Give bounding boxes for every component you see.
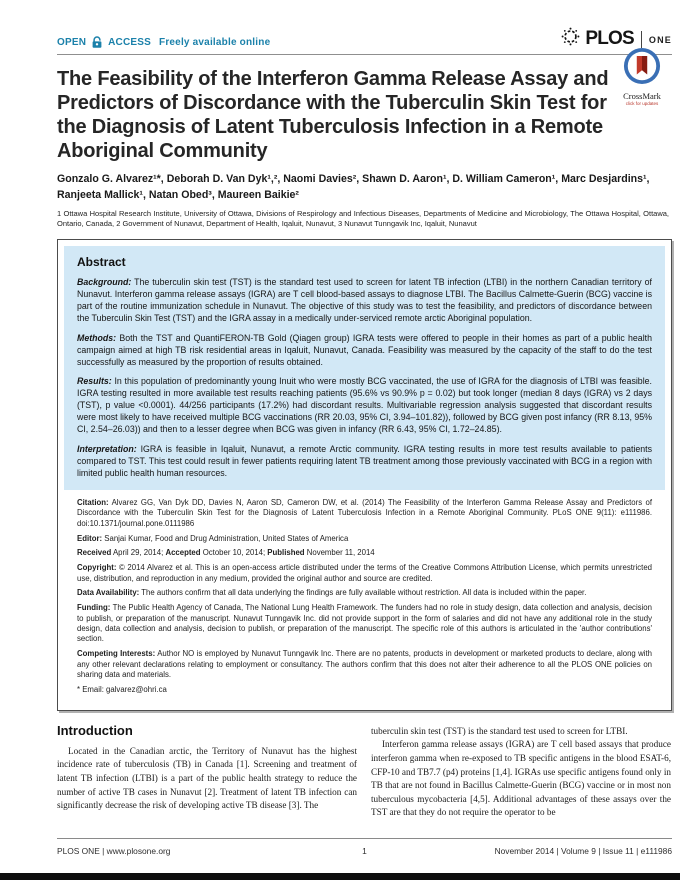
competing-interests-label: Competing Interests: [77, 649, 156, 659]
accepted-date: October 10, 2014; [200, 548, 268, 558]
plos-logo-divider [641, 31, 642, 48]
abstract-methods-paragraph [77, 332, 652, 368]
funding-line [77, 603, 652, 644]
affiliations: 1 Ottawa Hospital Research Institute, University of Ottawa, Divisions of Respirology and Infectious Diseases, Departments of Medicine and Microbiology, The Ottawa Hospital, Ottawa, Ontario, Canada, 2 Government of Nunavut, Department of Health, Iqaluit, Nunavut, 3 Nunavut Tunngavik Inc, Iqaluit, Nunavut [57, 208, 669, 229]
journal-header [57, 0, 672, 51]
viewport-bottom-edge [0, 873, 680, 880]
abstract-interpretation-label: Interpretation: [77, 443, 137, 454]
crossmark-badge[interactable] [614, 47, 670, 106]
introduction-right-column [371, 725, 671, 820]
accepted-label: Accepted [165, 548, 201, 558]
published-date: November 11, 2014 [304, 548, 375, 558]
abstract-methods-label: Methods: [77, 332, 117, 343]
introduction-section [57, 723, 672, 820]
plos-logo-icon [561, 27, 580, 51]
open-access-open-label: OPEN [57, 37, 87, 48]
abstract-results-text: In this population of predominantly young Inuit who were mostly BCG vaccinated, the use of IGRA for the diagnosis of LTBI was feasible. IGRA testing resulted in more available test results reaching patients (95.6% vs 90.9% p = 0.02) but took longer (median 8 days (IGRA) vs 2 days (TST), p value <0.0001). 44/256 participants (17.2%) had discordant results. Multivariable regression analysis suggested that discordant results were most likely to have received multiple BCG vaccinations (RR 20.03, 95% CI, 3.94–101.82)), followed by BCG given post infancy (RR 8.13, 95% CI, 2.54–26.03)) and then to a lesser degree when BCG was given in infancy (RR 6.43, 95% CI, 1.72–24.85). [77, 375, 652, 435]
introduction-paragraph-2: Interferon gamma release assays (IGRA) are T cell based assays that produce interferon gamma when re-exposed to TB specific antigens in the blood ESAT-6, CFP-10 and TB7.7 (p4) proteins [1,4]. IGRAs use specific antigens found only in TB that are not found in Bacillus Calmette-Guerin (BCG) vaccine or in most non tuberculous mycobacteria [4,5]. Additional advantages of these assays over the TST are that they do not require the operator to be [371, 739, 671, 818]
open-access-banner [57, 36, 270, 51]
crossmark-sub-label: click for updates [625, 101, 659, 106]
crossmark-label: CrossMark [623, 91, 661, 101]
abstract-interpretation-paragraph [77, 443, 652, 479]
corresponding-email: * Email: galvarez@ohri.ca [77, 684, 167, 694]
footer-divider [57, 838, 672, 839]
open-lock-icon [91, 36, 103, 49]
abstract-results-label: Results: [77, 375, 112, 386]
plos-journal-name: PLOS [585, 28, 634, 49]
introduction-paragraph-1-continued: tuberculin skin test (TST) is the standard test used to screen for LTBI. [371, 725, 628, 736]
introduction-heading: Introduction [57, 722, 133, 738]
competing-interests-line [77, 649, 652, 680]
copyright-label: Copyright: [77, 563, 117, 573]
abstract-background-paragraph [77, 276, 652, 325]
editor-line [77, 534, 652, 544]
dates-line [77, 548, 652, 558]
footer-journal-url: PLOS ONE | www.plosone.org [57, 846, 171, 856]
footer-page-number: 1 [362, 846, 367, 856]
crossmark-icon [623, 72, 661, 89]
copyright-line [77, 563, 652, 584]
abstract-methods-text: Both the TST and QuantiFERON-TB Gold (Qiagen group) IGRA tests were offered to people in their homes as part of a public health campaign aimed at high TB risk residential areas in Iqaluit, Nunavut, Canada. Feasibility was measured by the capacity of the staff to do the test successfully as measured by the proportion of results obtained. [77, 332, 652, 367]
received-label: Received [77, 548, 112, 558]
funding-label: Funding: [77, 603, 111, 613]
footer-row [57, 846, 672, 856]
introduction-paragraph-1: Located in the Canadian arctic, the Territory of Nunavut has the highest incidence rate of tuberculosis (TB) in Canada [1]. Screening and treatment of latent TB infection (LTBI) is a part of the public health strategy to reduce the number of active TB cases in Nunavut [2]. Treatment of latent TB infection can significantly decrease the risk of developing active TB disease [3]. The [57, 745, 357, 811]
citation-text: Alvarez GG, Van Dyk DD, Davies N, Aaron SD, Cameron DW, et al. (2014) The Feasibility of the Interferon Gamma Release Assay and Predictors of Discordance with the Tuberculin Skin Test for the Diagnosis of Latent Tuberculosis Infection in a Remote Aboriginal Community. PLoS ONE 9(11): e111986. doi:10.1371/journal.pone.0111986 [77, 497, 652, 528]
open-access-access-label: ACCESS [108, 37, 152, 48]
citation-line [77, 498, 652, 529]
introduction-left-column [57, 723, 357, 820]
abstract-background-label: Background: [77, 277, 132, 288]
article-title: The Feasibility of the Interferon Gamma Release Assay and Predictors of Discordance with the Tuberculin Skin Test for the Diagnosis of Latent Tuberculosis Infection in a Remote Aboriginal Community [57, 68, 609, 162]
header-divider [57, 54, 672, 55]
abstract-background-text: The tuberculin skin test (TST) is the standard test used to screen for latent TB infection (LTBI) in the northern Canadian territory of Nunavut. Interferon gamma release assays (IGRA) are T cell blood-based assays to diagnose LTBI. The Bacillus Calmette-Guerin (BCG) vaccine is part of the routine immunization schedule in Nunavut. The objective of this study was to test the feasibility, and predictors of discordance between the Tuberculin Skin Test (TST) and the IGRA assay in a medically under-serviced remote arctic Aboriginal population. [77, 277, 652, 324]
author-list: Gonzalo G. Alvarez¹*, Deborah D. Van Dyk¹,², Naomi Davies², Shawn D. Aaron¹, D. William Cameron¹, Marc Desjardins¹, Ranjeeta Mallick¹, Natan Obed³, Maureen Baikie² [57, 173, 650, 201]
abstract-results-paragraph [77, 375, 652, 436]
editor-label: Editor: [77, 533, 103, 543]
competing-interests-text: Author NO is employed by Nunavut Tunngavik Inc. There are no patents, products in development or marketed products to declare, along with any other relevant declarations relating to employment or consultancy. The authors confirm that this does not alter their adherence to all the PLOS ONE policies on sharing data and materials. [77, 649, 652, 679]
page-footer [57, 838, 672, 856]
data-availability-text: The authors confirm that all data underlying the findings are fully available without restriction. All data is included within the paper. [141, 588, 587, 598]
article-metadata [64, 490, 665, 704]
funding-text: The Public Health Agency of Canada, The National Lung Health Framework. The funders had no role in study design, data collection and analysis, decision to publish, or preparation of the manuscript. Nunavut Tunngavik Inc. did not provide support in the form of salaries and did not have any additional role in the study design, data collection and analysis, decision to publish, or preparation of the manuscript. The specific role of this authors is articulated in the 'author contributions' section. [77, 603, 652, 644]
abstract-section [64, 246, 665, 490]
page-content [57, 0, 672, 820]
received-date: April 29, 2014; [111, 548, 166, 558]
copyright-text: © 2014 Alvarez et al. This is an open-access article distributed under the terms of the Creative Commons Attribution License, which permits unrestricted use, distribution, and reproduction in any medium, provided the original author and source are credited. [77, 563, 652, 583]
data-availability-label: Data Availability: [77, 588, 140, 598]
published-label: Published [267, 548, 305, 558]
plos-journal-edition: ONE [648, 35, 672, 45]
abstract-interpretation-text: IGRA is feasible in Iqaluit, Nunavut, a remote Arctic community. IGRA testing results in more test results available to patients compared to TST. This test could result in fewer patients requiring latent TB treatment among those previously vaccinated with BCG in a region with limited public health human resources. [77, 443, 652, 478]
footer-issue-info: November 2014 | Volume 9 | Issue 11 | e111986 [494, 846, 672, 856]
citation-label: Citation: [77, 497, 109, 507]
abstract-heading: Abstract [77, 255, 126, 270]
data-availability-line [77, 588, 652, 598]
article-info-box [57, 239, 672, 711]
freely-available-label: Freely available online [159, 37, 271, 48]
editor-text: Sanjai Kumar, Food and Drug Administration, United States of America [104, 533, 349, 543]
